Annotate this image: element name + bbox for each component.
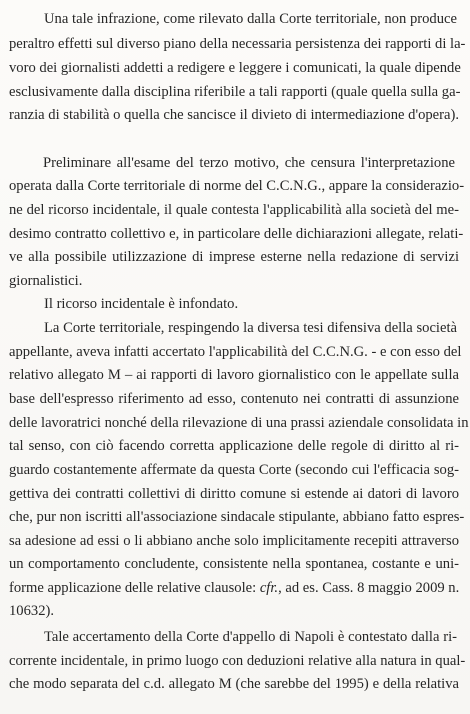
text-line: forme applicazione delle relative clausole: cfr., ad es. Cass. 8 maggio 2009 n. [9, 580, 460, 596]
text-line: Preliminare all'esame del terzo motivo, che censura l'interpretazione [43, 155, 455, 171]
text-line: Una tale infrazione, come rilevato dalla Corte territoriale, non produce [44, 11, 457, 27]
citation-abbreviation: cfr. [259, 580, 279, 596]
text-line: guardo costantemente affermate da questa Corte (secondo cui l'efficacia sog- [9, 462, 459, 478]
text-line: giornalistici. [9, 273, 83, 289]
text-line: Tale accertamento della Corte d'appello di Napoli è contestato dalla ri- [44, 629, 457, 645]
text-line: esclusivamente dalla disciplina riferibile a tali rapporti (quale quella sulla ga- [9, 84, 461, 100]
text-line: corrente incidentale, in primo luogo con deduzioni relative alla natura in qual- [9, 653, 466, 669]
text-line: peraltro effetti sul diverso piano della necessaria persistenza dei rapporti di la- [9, 36, 466, 52]
text-line: sa adesione ad essi o li abbiano anche solo implicitamente recepiti attraverso [9, 533, 459, 549]
text-line: ranzia di stabilità o quella che sancisce il divieto di intermediazione d'opera). [9, 107, 459, 123]
text-line: che, pur non iscritti all'associazione sindacale stipulante, abbiano fatto espres- [9, 509, 465, 525]
text-line: relativo allegato M – ai rapporti di lavoro giornalistico con le appellate sulla [9, 367, 459, 383]
text-line: operata dalla Corte territoriale di norme del C.C.N.G., appare la considerazio- [9, 178, 465, 194]
text-line: ne del ricorso incidentale, il quale contesta l'applicabilità alla società del me- [9, 202, 459, 218]
text-line: appellante, aveva infatti accertato l'applicabilità del C.C.N.G. - e con esso del [9, 344, 462, 360]
text-line: delle lavoratrici nonché della rilevazione di una prassi aziendale consolidata in [9, 415, 469, 431]
text-line: tal senso, con ciò facendo corretta applicazione delle regole di diritto al ri- [9, 438, 459, 454]
text-line: ve alla possibile utilizzazione di imprese esterne nella redazione di servizi [9, 249, 459, 265]
text-line: gettiva dei contratti collettivi di diritto comune si estende ai datori di lavoro [9, 486, 459, 502]
text-line: La Corte territoriale, respingendo la diversa tesi difensiva della società [44, 320, 457, 336]
text-line: Il ricorso incidentale è infondato. [44, 296, 239, 312]
text-line: base dell'espresso riferimento ad esso, contenuto nei contratti di assunzione [9, 391, 459, 407]
text-line: che modo separata del c.d. allegato M (che sarebbe del 1995) e della relativa [9, 676, 459, 692]
text-line: voro dei giornalisti addetti a redigere e leggere i comunicati, la quale dipende [9, 60, 461, 76]
text-line: 10632). [9, 603, 54, 619]
text-line: un comportamento concludente, consistente nella spontanea, costante e uni- [9, 556, 459, 572]
text-line: desimo contratto collettivo e, in particolare delle dichiarazioni allegate, relati- [9, 226, 464, 242]
